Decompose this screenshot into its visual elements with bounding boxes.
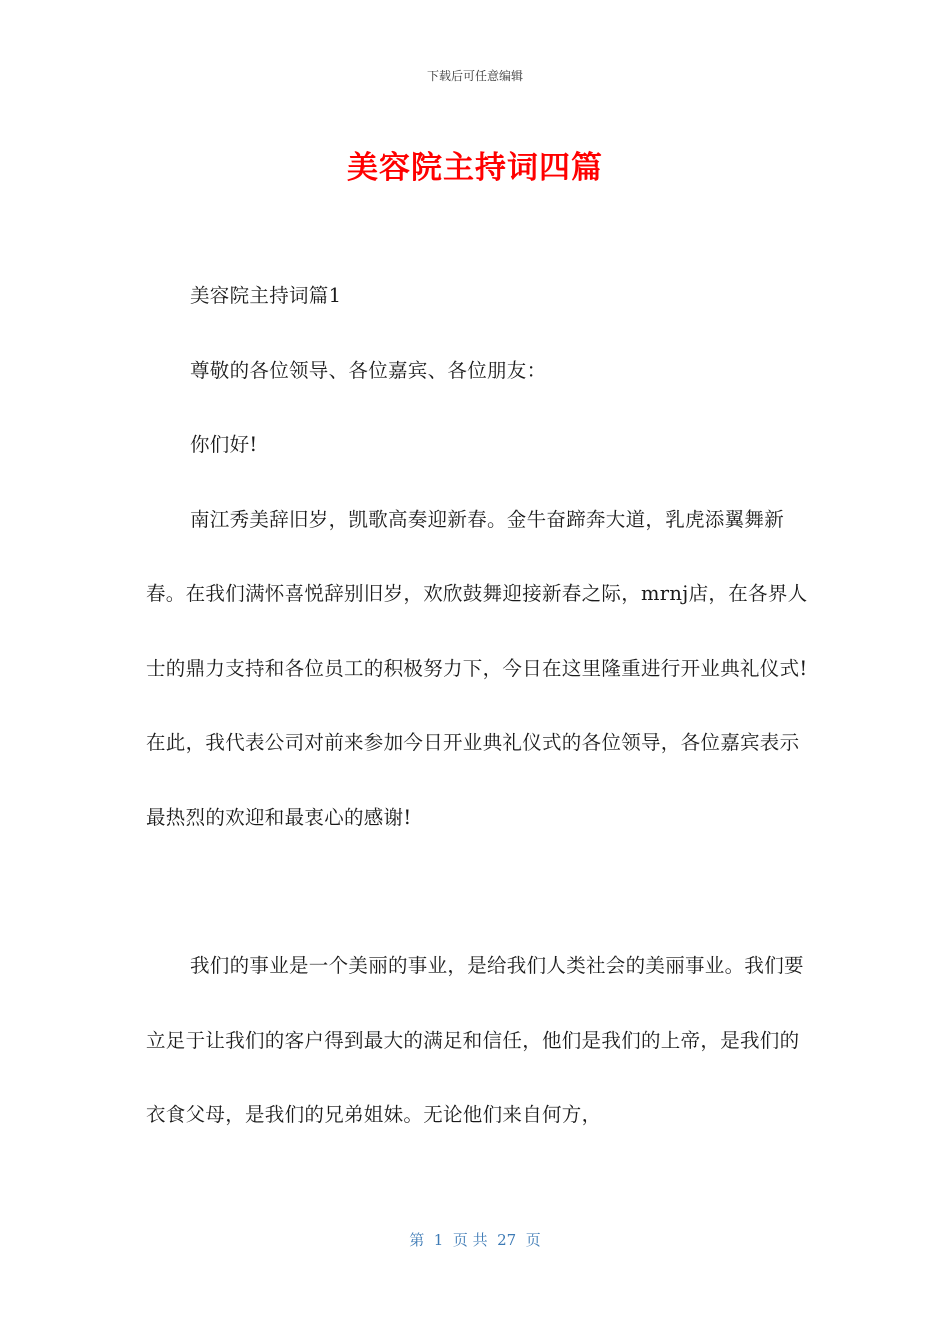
header-note: 下载后可任意编辑 [426,69,523,83]
paragraph-opening: 南江秀美辞旧岁，凯歌高奏迎新春。金牛奋蹄奔大道，乳虎添翼舞新春。在我们满怀喜悦辞别旧岁，欢欣鼓舞迎接新春之际，mrnj店，在各界人士的鼎力支持和各位员工的积极努力下，今日在这里隆重进行开业典礼仪式!在此，我代表公司对前来参加今日开业典礼仪式的各位领导，各位嘉宾表示最热烈的欢迎和最衷心的感谢! [146,507,808,829]
paragraph-career: 我们的事业是一个美丽的事业，是给我们人类社会的美丽事业。我们要立足于让我们的客户得到最大的满足和信任，他们是我们的上帝，是我们的衣食父母，是我们的兄弟姐妹。无论他们来自何方， [146,954,804,1126]
page-number: 第 1 页 共 27 页 [409,1231,541,1249]
section-heading: 美容院主持词篇1 [190,284,342,307]
greeting: 你们好! [190,433,258,456]
body-block-1 [146,259,808,855]
body-block-2 [146,929,808,1153]
salutation: 尊敬的各位领导、各位嘉宾、各位朋友： [190,358,547,382]
document-title: 美容院主持词四篇 [347,150,603,186]
